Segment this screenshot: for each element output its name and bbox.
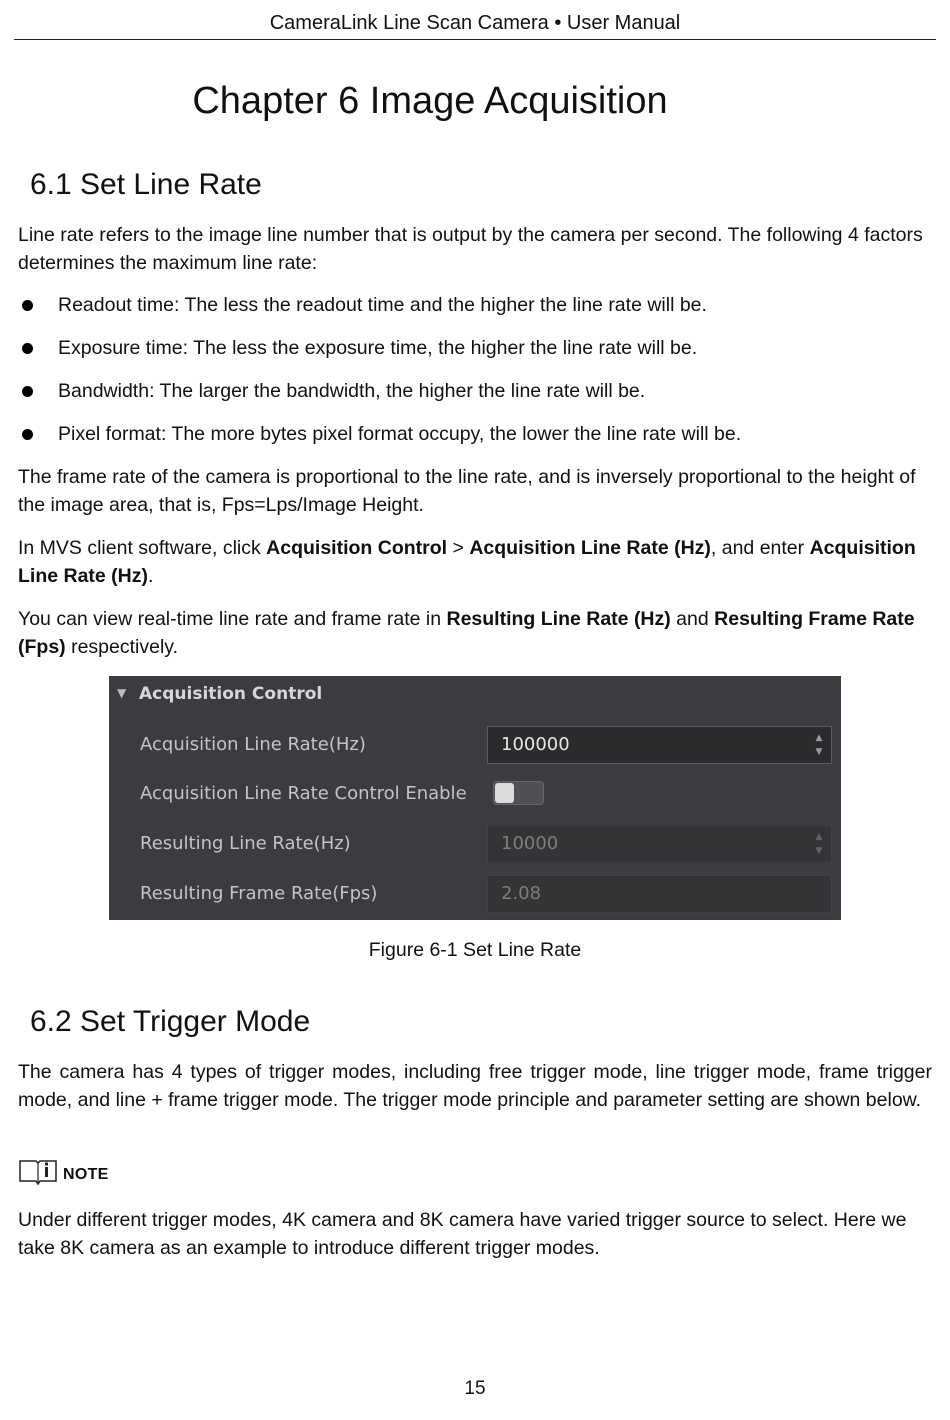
bullet-text: Exposure time: The less the exposure time, the higher the line rate will be. <box>58 337 698 359</box>
trigger-mode-paragraph: The camera has 4 types of trigger modes, including free trigger mode, line trigger mode, frame trigger mode, and line + frame trigger mode. The trigger mode principle and parameter setting are shown below. <box>18 1061 932 1111</box>
line-rate-control-enable-toggle[interactable] <box>493 781 544 805</box>
note-label: NOTE <box>63 1166 109 1183</box>
info-book-icon <box>18 1157 58 1187</box>
bullet-text: Bandwidth: The larger the bandwidth, the higher the line rate will be. <box>58 380 646 402</box>
note-text: Under different trigger modes, 4K camera and 8K camera have varied trigger source to select. Here we take 8K camera as an example to introduce different trigger modes. <box>18 1209 907 1259</box>
section-heading-6-1: 6.1 Set Line Rate <box>30 168 262 201</box>
spinner-arrows-icon[interactable]: ▲ ▼ <box>815 733 823 757</box>
bullet-icon <box>22 429 33 440</box>
bullet-text: Readout time: The less the readout time and the higher the line rate will be. <box>58 294 707 316</box>
bullet-item <box>18 377 932 405</box>
bullet-text: Pixel format: The more bytes pixel format occupy, the lower the line rate will be. <box>58 423 742 445</box>
intro-paragraph: Line rate refers to the image line number that is output by the camera per second. The following 4 factors determines the maximum line rate: <box>18 224 923 274</box>
chapter-title: Chapter 6 Image Acquisition <box>192 80 668 122</box>
acquisition-control-panel <box>109 676 841 920</box>
bullet-item <box>18 291 932 319</box>
panel-title[interactable]: Acquisition Control <box>139 684 323 704</box>
line-rate-label: Acquisition Line Rate(Hz) <box>140 734 366 755</box>
mvs-instructions-paragraph: In MVS client software, click Acquisition Control > Acquisition Line Rate (Hz), and enter Acquisition Line Rate (Hz). <box>18 537 916 587</box>
resulting-line-rate-field: 10000 ▲ ▼ <box>487 825 832 863</box>
frame-rate-paragraph: The frame rate of the camera is proportional to the line rate, and is inversely proportional to the height of the image area, that is, Fps=Lps/Image Height. <box>18 466 916 516</box>
bullet-icon <box>22 386 33 397</box>
bullet-icon <box>22 343 33 354</box>
view-rates-paragraph: You can view real-time line rate and frame rate in Resulting Line Rate (Hz) and Resulting Frame Rate (Fps) respectively. <box>18 608 915 658</box>
figure-caption: Figure 6-1 Set Line Rate <box>368 939 582 961</box>
toggle-knob <box>495 783 514 803</box>
ui-field-line-rate: Acquisition Line Rate (Hz) <box>18 537 916 587</box>
ui-path-acquisition-control: Acquisition Control <box>266 537 448 559</box>
ui-field-resulting-line-rate: Resulting Line Rate (Hz) <box>446 608 671 630</box>
resulting-frame-rate-label: Resulting Frame Rate(Fps) <box>140 883 378 904</box>
page-header: CameraLink Line Scan Camera • User Manual <box>14 10 936 40</box>
line-rate-control-enable-label: Acquisition Line Rate Control Enable <box>140 783 467 804</box>
chevron-down-icon[interactable]: ▼ <box>117 686 127 700</box>
section-heading-6-2: 6.2 Set Trigger Mode <box>30 1005 311 1038</box>
ui-path-line-rate: Acquisition Line Rate (Hz) <box>469 537 711 559</box>
ui-field-resulting-frame-rate: Resulting Frame Rate (Fps) <box>18 608 915 658</box>
bullet-item <box>18 420 932 448</box>
resulting-frame-rate-field: 2.08 <box>487 875 832 913</box>
bullet-icon <box>22 300 33 311</box>
line-rate-input[interactable]: 100000 ▲ ▼ <box>487 726 832 764</box>
page-number: 15 <box>464 1378 486 1399</box>
resulting-line-rate-label: Resulting Line Rate(Hz) <box>140 833 351 854</box>
spinner-arrows-icon: ▲ ▼ <box>815 832 823 856</box>
bullet-item <box>18 334 932 362</box>
